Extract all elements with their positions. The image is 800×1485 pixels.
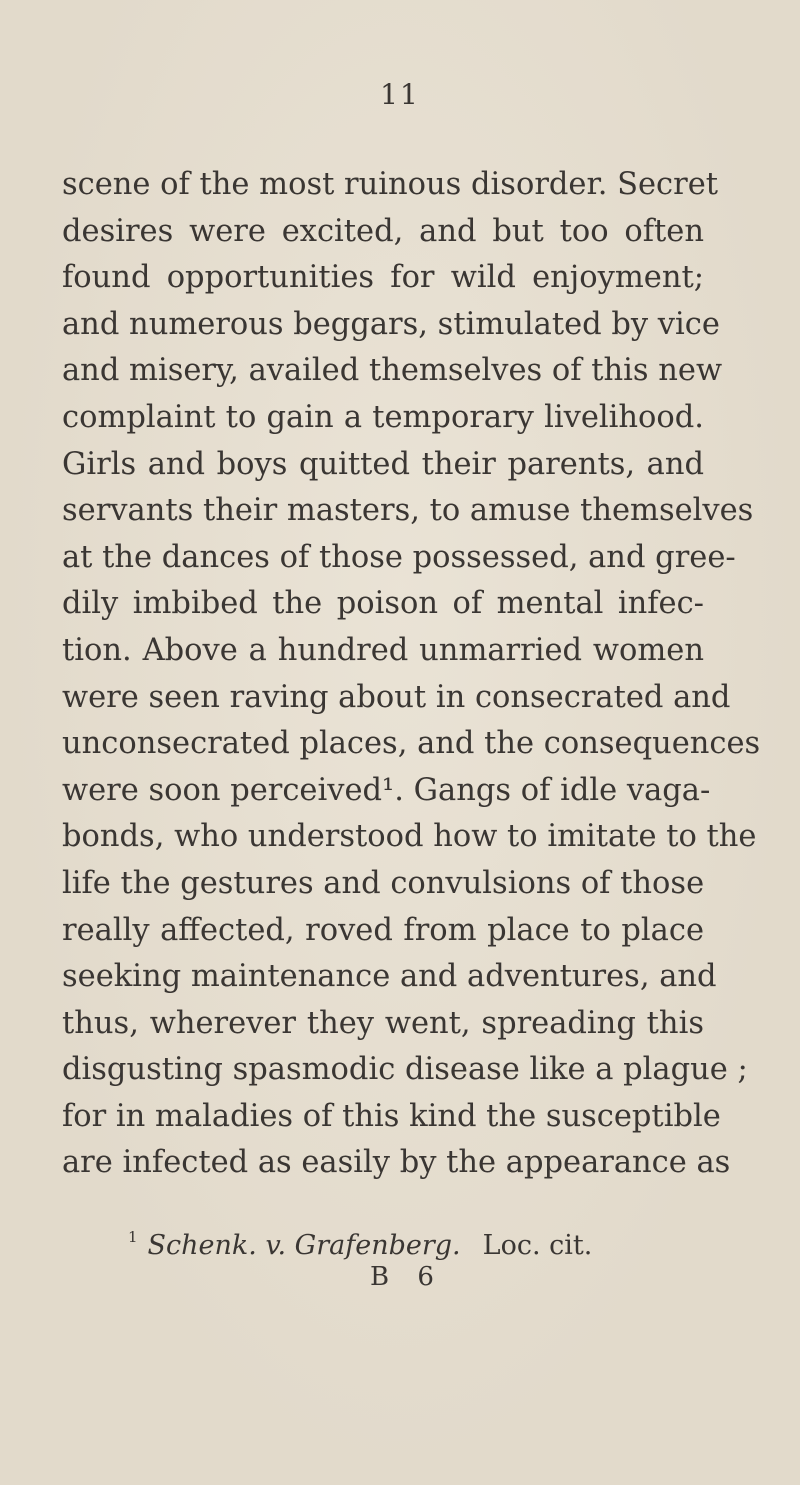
text-line: and misery, availed themselves of this new: [62, 353, 723, 389]
text-line: dily imbibed the poison of mental infec-: [62, 586, 704, 622]
footnote-marker: 1: [128, 1228, 138, 1246]
text-line: complaint to gain a temporary livelihood.: [62, 399, 704, 435]
text-line: unconsecrated places, and the consequences: [62, 726, 761, 762]
footnote-location: Loc. cit.: [482, 1230, 593, 1261]
text-line: for in maladies of this kind the susceptible: [62, 1098, 721, 1134]
text-line: seeking maintenance and adventures, and: [62, 959, 717, 995]
text-line: thus, wherever they went, spreading this: [62, 1005, 704, 1041]
text-line: and numerous beggars, stimulated by vice: [62, 306, 720, 342]
text-line: desires were excited, and but too often: [62, 213, 704, 249]
text-line: life the gestures and convulsions of those: [62, 865, 705, 901]
text-line: Girls and boys quitted their parents, and: [62, 446, 704, 482]
footnote: [128, 1228, 592, 1261]
text-line: bonds, who understood how to imitate to the: [62, 819, 757, 855]
page-number: 11: [380, 78, 420, 111]
signature-mark: B 6: [370, 1262, 444, 1292]
text-line: are infected as easily by the appearance as: [62, 1145, 731, 1181]
text-line: were seen raving about in consecrated and: [62, 679, 731, 715]
body-text: [62, 162, 761, 1187]
text-line: scene of the most ruinous disorder. Secret: [62, 167, 719, 202]
text-line: found opportunities for wild enjoyment;: [62, 260, 704, 296]
footnote-author: Schenk. v. Grafenberg.: [147, 1230, 461, 1261]
text-line: disgusting spasmodic disease like a plague ;: [62, 1052, 748, 1088]
text-line: tion. Above a hundred unmarried women: [62, 632, 704, 668]
text-line: really affected, roved from place to place: [62, 912, 704, 948]
text-line: servants their masters, to amuse themselves: [62, 493, 754, 529]
text-line: at the dances of those possessed, and gree-: [62, 539, 736, 575]
text-line: were soon perceived¹. Gangs of idle vaga-: [62, 772, 711, 808]
